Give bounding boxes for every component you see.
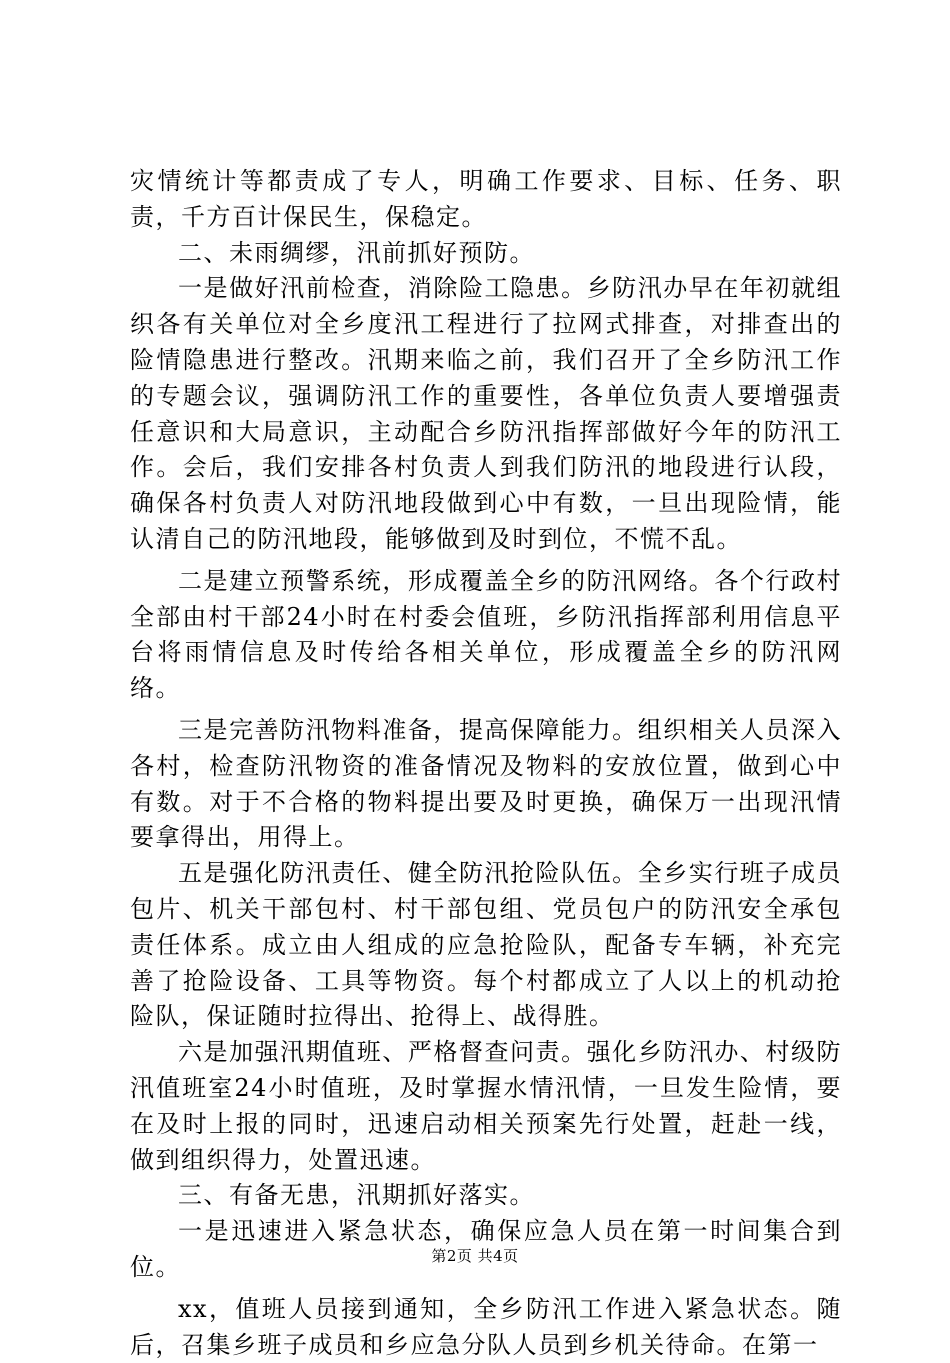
paragraph: 六是加强汛期值班、严格督查问责。强化乡防汛办、村级防汛值班室24小时值班，及时掌握水情汛情，一旦发生险情，要在及时上报的同时，迅速启动相关预案先行处置，赶赴一线，做到组织得力，处置迅速。 [130,1038,842,1174]
paragraph: 灾情统计等都责成了专人，明确工作要求、目标、任务、职责，千方百计保民生，保稳定。 [130,167,842,231]
section-heading: 二、未雨绸缪，汛前抓好预防。 [178,238,535,267]
paragraph: 一是迅速进入紧急状态，确保应急人员在第一时间集合到位。 [130,1217,842,1281]
paragraph: 一是做好汛前检查，消除险工隐患。乡防汛办早在年初就组织各有关单位对全乡度汛工程进行了拉网式排查，对排查出的险情隐患进行整改。汛期来临之前，我们召开了全乡防汛工作的专题会议，强调防汛工作的重要性，各单位负责人要增强责任意识和大局意识，主动配合乡防汛指挥部做好今年的防汛工作。会后，我们安排各村负责人到我们防汛的地段进行认段，确保各村负责人对防汛地段做到心中有数，一旦出现险情，能认清自己的防汛地段，能够做到及时到位，不慌不乱。 [130,274,842,553]
paragraph: xx，值班人员接到通知，全乡防汛工作进入紧急状态。随后，召集乡班子成员和乡应急分队人员到乡机关待命。在第一 [130,1294,842,1359]
paragraph: 五是强化防汛责任、健全防汛抢险队伍。全乡实行班子成员包片、机关干部包村、村干部包组、党员包户的防汛安全承包责任体系。成立由人组成的应急抢险队，配备专车辆，补充完善了抢险设备、工具等物资。每个村都成立了人以上的机动抢险队，保证随时拉得出、抢得上、战得胜。 [130,859,842,1031]
section-heading: 三、有备无患，汛期抓好落实。 [178,1181,535,1210]
paragraph: 二是建立预警系统，形成覆盖全乡的防汛网络。各个行政村全部由村干部24小时在村委会值班，乡防汛指挥部利用信息平台将雨情信息及时传给各相关单位，形成覆盖全乡的防汛网络。 [130,566,842,703]
paragraph: 三是完善防汛物料准备，提高保障能力。组织相关人员深入各村，检查防汛物资的准备情况及物料的安放位置，做到心中有数。对于不合格的物料提出要及时更换，确保万一出现汛情要拿得出，用得上。 [130,715,842,852]
page-footer: 第2页 共4页 [431,1247,519,1265]
document-body [130,164,842,1363]
